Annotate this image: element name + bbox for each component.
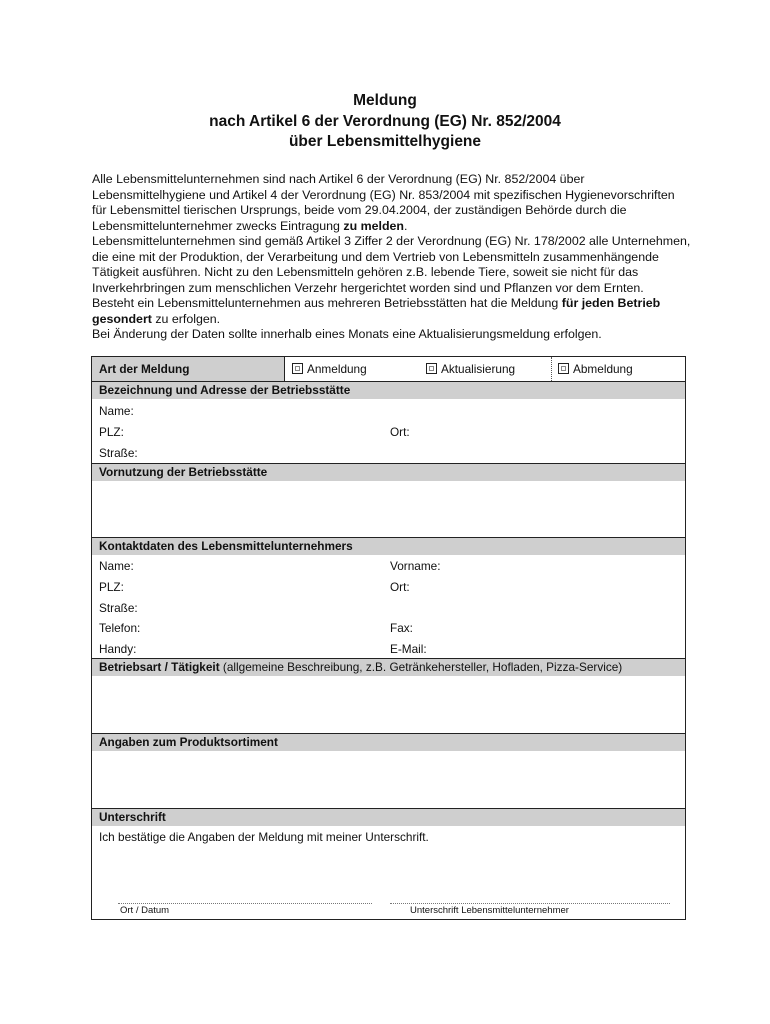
checkbox-abmeldung[interactable] xyxy=(558,363,569,374)
betriebsart-field[interactable] xyxy=(92,676,685,732)
kontakt-ort-field[interactable]: Ort: xyxy=(390,580,410,594)
section-header-vornutzung: Vornutzung der Betriebsstätte xyxy=(92,464,685,481)
intro-paragraph-4: Bei Änderung der Daten sollte innerhalb eines Monats eine Aktualisierungsmeldung erfolgen. xyxy=(92,327,602,341)
kontakt-plz-field[interactable]: PLZ: xyxy=(99,580,124,594)
option-anmeldung[interactable]: Anmeldung xyxy=(292,357,367,381)
kontakt-telefon-field[interactable]: Telefon: xyxy=(99,621,141,635)
betrieb-ort-field[interactable]: Ort: xyxy=(390,425,410,439)
kontakt-email-field[interactable]: E-Mail: xyxy=(390,642,427,656)
unterschrift-statement: Ich bestätige die Angaben der Meldung mit meiner Unterschrift. xyxy=(99,830,429,844)
document-title xyxy=(0,91,770,153)
title-line-2: nach Artikel 6 der Verordnung (EG) Nr. 852/2004 xyxy=(209,112,561,130)
kontakt-handy-field[interactable]: Handy: xyxy=(99,642,137,656)
section-header-unterschrift: Unterschrift xyxy=(92,809,685,826)
intro-text xyxy=(92,172,692,343)
section-header-produktsortiment: Angaben zum Produktsortiment xyxy=(92,734,685,751)
signature-line[interactable] xyxy=(390,903,670,904)
section-header-betriebsart: Betriebsart / Tätigkeit (allgemeine Beschreibung, z.B. Getränkehersteller, Hofladen, Pizza-Service) xyxy=(92,659,685,676)
checkbox-anmeldung[interactable] xyxy=(292,363,303,374)
registration-form xyxy=(91,356,686,920)
checkbox-aktualisierung[interactable] xyxy=(426,363,437,374)
betrieb-name-field[interactable]: Name: xyxy=(99,404,134,418)
intro-paragraph-1: Alle Lebensmittelunternehmen sind nach Artikel 6 der Verordnung (EG) Nr. 852/2004 über Lebensmittelhygiene und Artikel 4 der Verordnung (EG) Nr. 853/2004 mit spezifischen Hygienevorschriften für Lebensmittel tierischen Ursprungs, beide vom 29.04.2004, der zuständigen Behörde durch die Lebensmittelunternehmer zwecks Eintragung zu melden. xyxy=(92,172,675,233)
art-der-meldung-label: Art der Meldung xyxy=(92,357,285,381)
option-aktualisierung[interactable]: Aktualisierung xyxy=(426,357,515,381)
intro-paragraph-2: Lebensmittelunternehmen sind gemäß Artikel 3 Ziffer 2 der Verordnung (EG) Nr. 178/2002 alle Unternehmen, die eine mit der Produktion, der Verarbeitung und dem Vertrieb von Lebensmitteln zusammenhängende Tätigkeit ausführen. Nicht zu den Lebensmitteln gehören z.B. lebende Tiere, soweit sie nicht für das Inverkehrbringen zum menschlichen Verzehr hergerichtet worden sind und Pflanzen vor dem Ernten. xyxy=(92,234,691,295)
intro-paragraph-3: Besteht ein Lebensmittelunternehmen aus mehreren Betriebsstätten hat die Meldung für jeden Betrieb gesondert zu erfolgen. xyxy=(92,296,661,326)
section-header-betriebsstaette: Bezeichnung und Adresse der Betriebsstätte xyxy=(92,382,685,399)
title-line-1: Meldung xyxy=(353,92,417,109)
option-abmeldung[interactable]: Abmeldung xyxy=(558,357,633,381)
betrieb-strasse-field[interactable]: Straße: xyxy=(99,446,138,460)
produktsortiment-field[interactable] xyxy=(92,751,685,807)
betrieb-plz-field[interactable]: PLZ: xyxy=(99,425,124,439)
kontakt-vorname-field[interactable]: Vorname: xyxy=(390,559,441,573)
ort-datum-line[interactable] xyxy=(118,903,372,904)
divider xyxy=(551,357,552,381)
kontakt-strasse-field[interactable]: Straße: xyxy=(99,601,138,615)
section-header-kontaktdaten: Kontaktdaten des Lebensmittelunternehmers xyxy=(92,538,685,555)
signature-caption: Unterschrift Lebensmittelunternehmer xyxy=(410,905,569,916)
title-line-3: über Lebensmittelhygiene xyxy=(288,133,482,150)
vornutzung-field[interactable] xyxy=(92,481,685,536)
ort-datum-caption: Ort / Datum xyxy=(120,905,170,916)
kontakt-fax-field[interactable]: Fax: xyxy=(390,621,413,635)
kontakt-name-field[interactable]: Name: xyxy=(99,559,134,573)
